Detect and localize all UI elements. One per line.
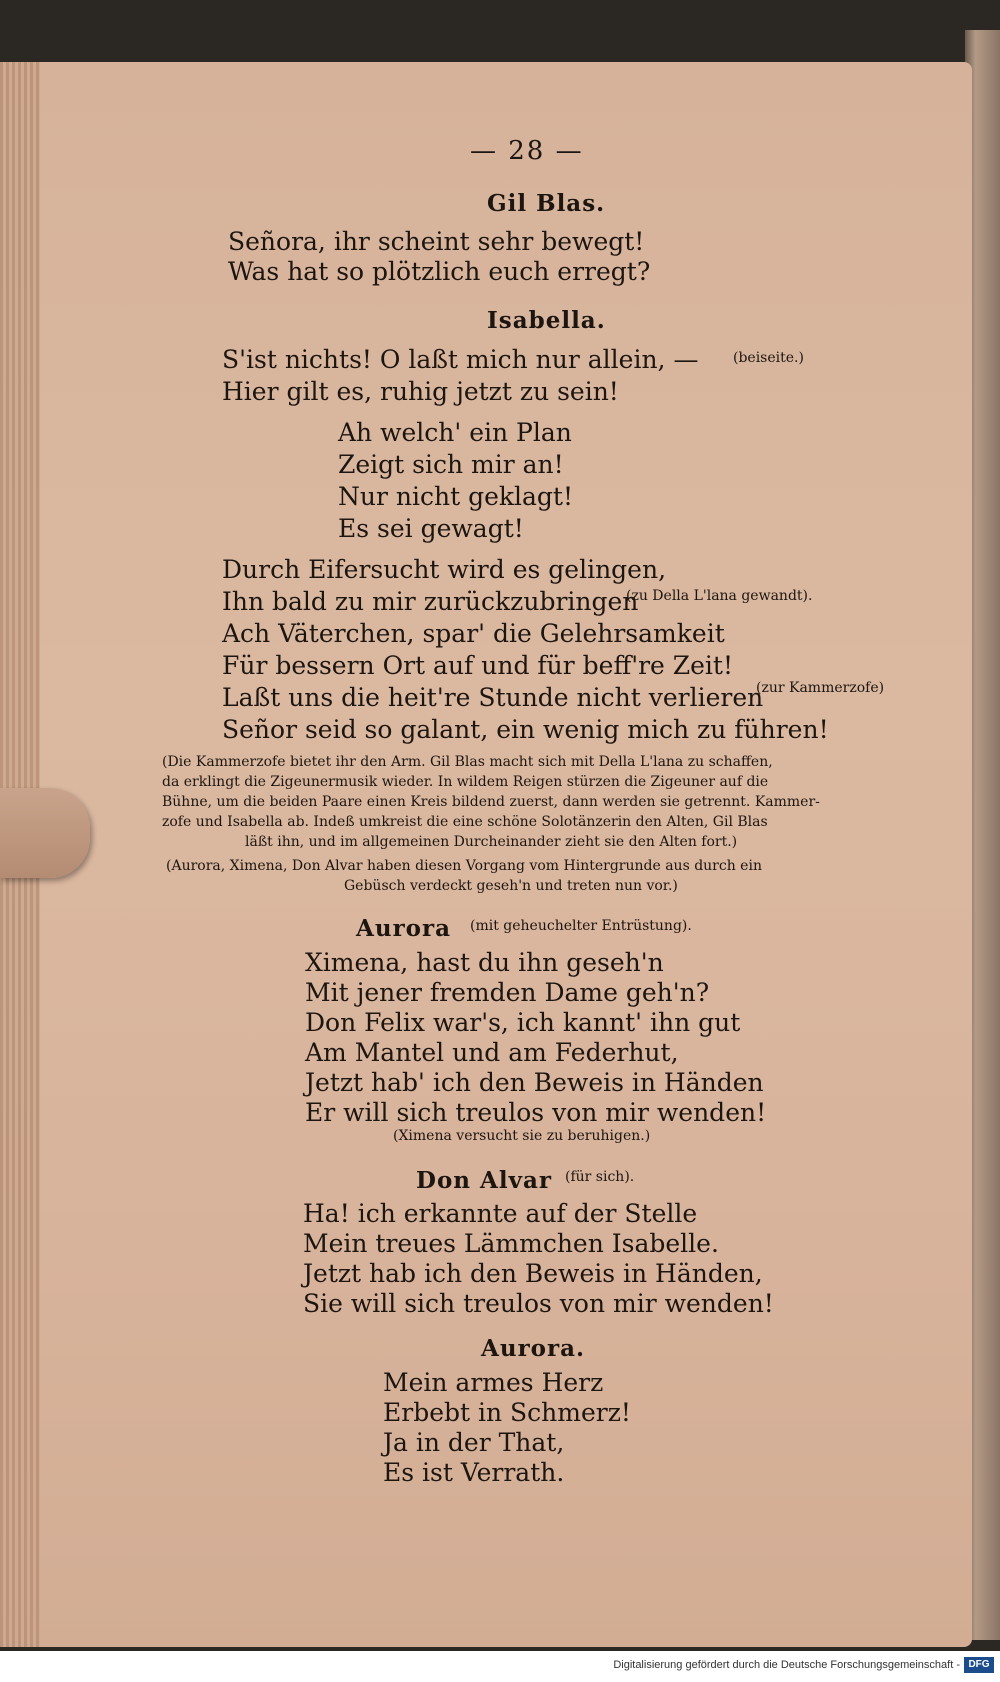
dfg-logo: DFG: [964, 1657, 994, 1673]
verse-line: Durch Eifersucht wird es gelingen,: [222, 555, 667, 584]
verse-line: Mein armes Herz: [383, 1368, 604, 1397]
verse-line: Jetzt hab' ich den Beweis in Händen: [305, 1068, 764, 1097]
speaker-don-alvar: Don Alvar: [416, 1167, 552, 1194]
speaker-aurora: Aurora: [356, 915, 452, 942]
stage-direction-line: Gebüsch verdeckt geseh'n und treten nun vor.): [344, 878, 678, 894]
verse-line: Mit jener fremden Dame geh'n?: [305, 978, 710, 1007]
verse-line: Für bessern Ort auf und für beff're Zeit!: [222, 651, 734, 680]
stage-aside: (mit geheuchelter Entrüstung).: [470, 918, 692, 934]
verse-line: Ihn bald zu mir zurückzubringen: [222, 587, 639, 616]
stage-direction-line: läßt ihn, und im allgemeinen Durcheinander zieht sie den Alten fort.): [245, 834, 738, 850]
stage-aside: (für sich).: [565, 1169, 635, 1185]
stage-aside: (zu Della L'lana gewandt).: [626, 588, 813, 604]
footer-credit: Digitalisierung gefördert durch die Deutsche Forschungsgemeinschaft -: [613, 1659, 960, 1671]
verse-line: Mein treues Lämmchen Isabelle.: [303, 1229, 719, 1258]
verse-line: Sie will sich treulos von mir wenden!: [303, 1289, 774, 1318]
verse-line: Ha! ich erkannte auf der Stelle: [303, 1199, 698, 1228]
verse-line-indented: Ah welch' ein Plan: [338, 418, 572, 447]
speaker-gil-blas: Gil Blas.: [487, 190, 606, 217]
stage-aside: (zur Kammerzofe): [756, 680, 885, 696]
verse-line: Ximena, hast du ihn geseh'n: [305, 948, 664, 977]
verse-line-indented: Es sei gewagt!: [338, 514, 524, 543]
bookmark-clip: [0, 788, 90, 878]
verse-line: Was hat so plötzlich euch erregt?: [228, 257, 651, 286]
footer-bar: [0, 1651, 1000, 1682]
verse-line: Jetzt hab ich den Beweis in Händen,: [303, 1259, 763, 1288]
stage-aside: (beiseite.): [733, 350, 804, 366]
verse-line: Ach Väterchen, spar' die Gelehrsamkeit: [222, 619, 725, 648]
stage-direction-line: da erklingt die Zigeunermusik wieder. In wildem Reigen stürzen die Zigeuner auf die: [162, 774, 769, 790]
verse-line: Es ist Verrath.: [383, 1458, 565, 1487]
verse-line: Hier gilt es, ruhig jetzt zu sein!: [222, 377, 619, 406]
stage-direction-line: (Aurora, Ximena, Don Alvar haben diesen Vorgang vom Hintergrunde aus durch ein: [166, 858, 762, 874]
stage-direction-line: (Die Kammerzofe bietet ihr den Arm. Gil Blas macht sich mit Della L'lana zu schaffen,: [162, 754, 773, 770]
verse-line-indented: Nur nicht geklagt!: [338, 482, 574, 511]
verse-line-indented: Zeigt sich mir an!: [338, 450, 564, 479]
speaker-isabella: Isabella.: [487, 307, 606, 334]
stage-direction-line: zofe und Isabella ab. Indeß umkreist die eine schöne Solotänzerin den Alten, Gil Blas: [162, 814, 768, 830]
verse-line: Señora, ihr scheint sehr bewegt!: [228, 227, 645, 256]
verse-line: Laßt uns die heit're Stunde nicht verlieren: [222, 683, 764, 712]
stage-direction-line: Bühne, um die beiden Paare einen Kreis bildend zuerst, dann werden sie getrennt. Kammer-: [162, 794, 820, 810]
verse-line: Ja in der That,: [383, 1428, 565, 1457]
page-number: — 28 —: [470, 136, 584, 166]
verse-line: Erbebt in Schmerz!: [383, 1398, 631, 1427]
verse-line: S'ist nichts! O laßt mich nur allein, —: [222, 345, 699, 374]
stage-direction-line: (Ximena versucht sie zu beruhigen.): [393, 1128, 651, 1144]
speaker-aurora: Aurora.: [481, 1335, 586, 1362]
verse-line: Señor seid so galant, ein wenig mich zu führen!: [222, 715, 829, 744]
verse-line: Don Felix war's, ich kannt' ihn gut: [305, 1008, 741, 1037]
verse-line: Am Mantel und am Federhut,: [305, 1038, 679, 1067]
verse-line: Er will sich treulos von mir wenden!: [305, 1098, 767, 1127]
